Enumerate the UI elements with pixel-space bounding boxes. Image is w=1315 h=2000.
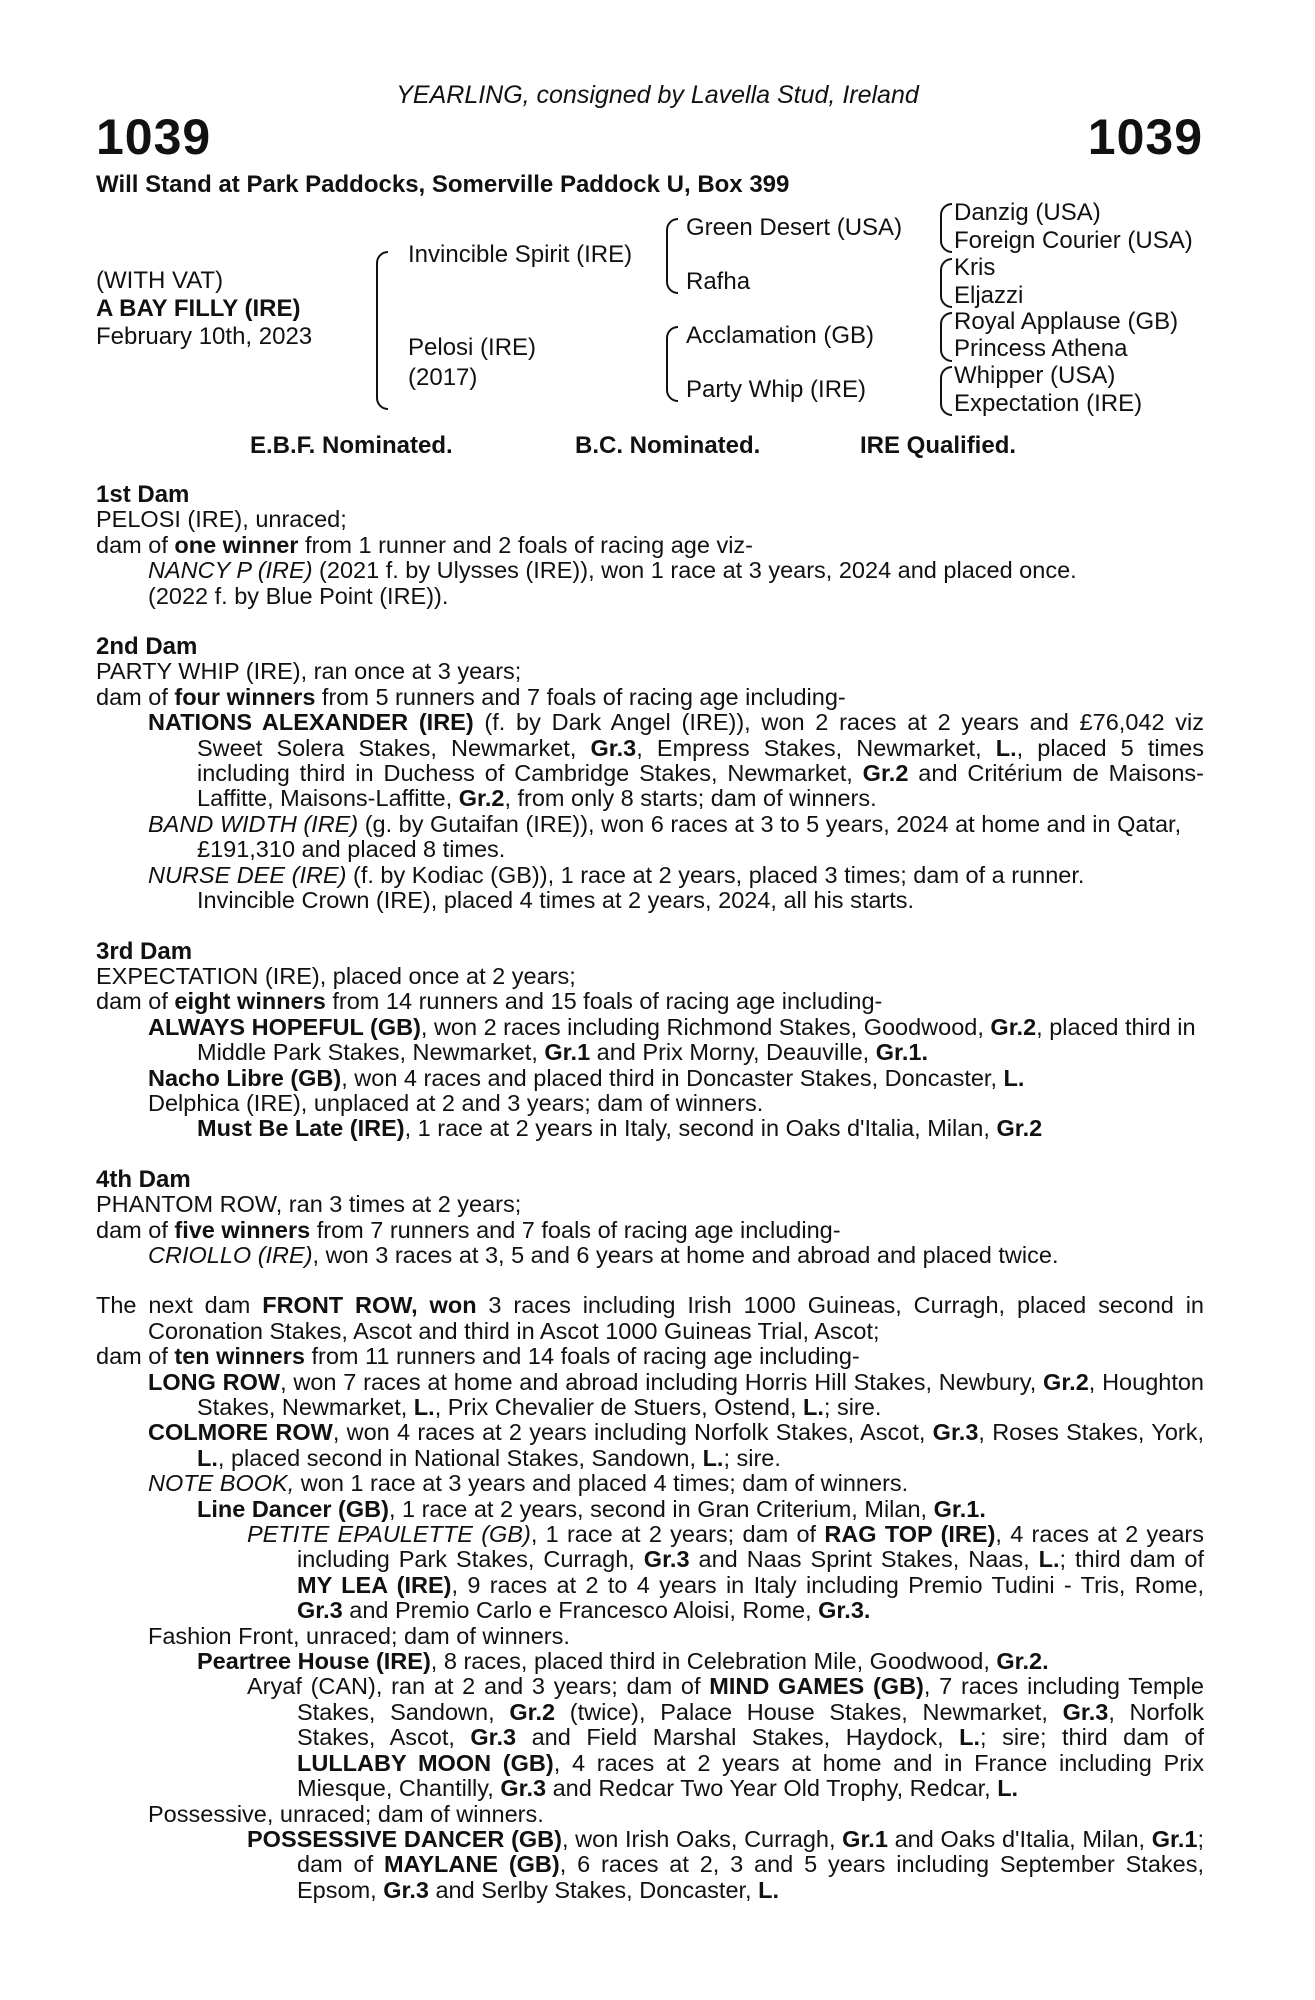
brace xyxy=(940,258,952,308)
brace xyxy=(940,203,952,253)
ancestor-5: Royal Applause (GB) xyxy=(954,308,1179,335)
horse-identity xyxy=(96,267,312,351)
progeny-entry: Nacho Libre (GB), won 4 races and placed third in Doncaster Stakes, Doncaster, L. xyxy=(148,1064,1025,1091)
dam-line: The next dam FRONT ROW, won 3 races including Irish 1000 Guineas, Curragh, placed second in Coronation Stakes, Ascot and third in Ascot 1000 Guineas Trial, Ascot; xyxy=(96,1292,1205,1344)
progeny-entry: NOTE BOOK, won 1 race at 3 years and placed 4 times; dam of winners. xyxy=(148,1470,909,1497)
progeny-entry: Peartree House (IRE), 8 races, placed third in Celebration Mile, Goodwood, Gr.2. xyxy=(197,1648,1049,1675)
second-dam-section xyxy=(96,634,1204,913)
progeny-entry: BAND WIDTH (IRE) (g. by Gutaifan (IRE)), won 6 races at 3 to 5 years, 2024 at home and in Qatar, £191,310 and placed 8 times. xyxy=(148,810,1182,863)
foaling-date: February 10th, 2023 xyxy=(96,323,313,350)
ancestor-2: Foreign Courier (USA) xyxy=(954,227,1193,254)
section-heading: 1st Dam xyxy=(96,481,190,508)
dam-line: PELOSI (IRE), unraced; xyxy=(96,506,347,533)
ancestor-3: Kris xyxy=(954,254,996,281)
horse-name: A BAY FILLY (IRE) xyxy=(96,295,301,322)
brace xyxy=(666,326,678,402)
next-dam-section xyxy=(96,1293,1204,1903)
dam-sire: Acclamation (GB) xyxy=(686,322,875,349)
vat-note: (WITH VAT) xyxy=(96,267,224,294)
progeny-entry: COLMORE ROW, won 4 races at 2 years including Norfolk Stakes, Ascot, Gr.3, Roses Stakes, York, L., placed second in National Stakes, Sandown, L.; sire. xyxy=(148,1419,1204,1471)
ancestor-6: Princess Athena xyxy=(954,335,1128,362)
family-notes xyxy=(96,482,1204,1928)
progeny-entry: Invincible Crown (IRE), placed 4 times at 2 years, 2024, all his starts. xyxy=(197,887,915,914)
produce-summary: dam of ten winners from 11 runners and 14 foals of racing age including- xyxy=(96,1343,860,1370)
dam-dam: Party Whip (IRE) xyxy=(686,376,867,403)
dam-line: PHANTOM ROW, ran 3 times at 2 years; xyxy=(96,1191,522,1218)
brace xyxy=(940,366,952,416)
consignor-line: YEARLING, consigned by Lavella Stud, Ireland xyxy=(396,81,919,109)
ancestor-8: Expectation (IRE) xyxy=(954,390,1143,417)
bc-nomination: B.C. Nominated. xyxy=(575,432,761,459)
progeny-entry: Possessive, unraced; dam of winners. xyxy=(148,1800,544,1827)
produce-summary: dam of eight winners from 14 runners and 15 foals of racing age including- xyxy=(96,988,883,1015)
ire-qualified: IRE Qualified. xyxy=(860,432,1017,459)
sire-name: Invincible Spirit (IRE) xyxy=(408,241,633,268)
lot-number-right: 1039 xyxy=(1087,109,1203,165)
section-heading: 2nd Dam xyxy=(96,633,198,661)
sire-sire: Green Desert (USA) xyxy=(686,214,903,241)
progeny-entry: NATIONS ALEXANDER (IRE) (f. by Dark Angel (IRE)), won 2 races at 2 years and £76,042 viz Sweet Solera Stakes, Newmarket, Gr.3, Empress Stakes, Newmarket, L., placed 5 times including third in Duchess of Cambridge Stakes, Newmarket, Gr.2 and Critérium de Maisons-Laffitte, Maisons-Laffitte, Gr.2, from only 8 starts; dam of winners. xyxy=(148,709,1205,812)
progeny-entry: Delphica (IRE), unplaced at 2 and 3 years; dam of winners. xyxy=(148,1089,764,1116)
fourth-dam-section xyxy=(96,1167,1204,1269)
section-heading: 4th Dam xyxy=(96,1165,191,1193)
progeny-entry: NANCY P (IRE) (2021 f. by Ulysses (IRE)), won 1 race at 3 years, 2024 and placed once. xyxy=(148,557,1077,584)
lot-number-left: 1039 xyxy=(96,109,212,165)
sire-dam: Rafha xyxy=(686,268,751,295)
ancestor-4: Eljazzi xyxy=(954,282,1024,309)
progeny-entry: Aryaf (CAN), ran at 2 and 3 years; dam of MIND GAMES (GB), 7 races including Temple Stakes, Sandown, Gr.2 (twice), Palace House Stakes, Newmarket, Gr.3, Norfolk Stakes, Ascot, Gr.3 and Field Marshal Stakes, Haydock, L.; sire; third dam of LULLABY MOON (GB), 4 races at 2 years at home and in France including Prix Miesque, Chantilly, Gr.3 and Redcar Two Year Old Trophy, Redcar, L. xyxy=(247,1673,1204,1802)
third-dam-section xyxy=(96,939,1204,1142)
progeny-entry: ALWAYS HOPEFUL (GB), won 2 races including Richmond Stakes, Goodwood, Gr.2, placed third in Middle Park Stakes, Newmarket, Gr.1 and Prix Morny, Deauville, Gr.1. xyxy=(148,1013,1196,1066)
progeny-entry: Fashion Front, unraced; dam of winners. xyxy=(148,1622,570,1649)
progeny-entry: PETITE EPAULETTE (GB), 1 race at 2 years; dam of RAG TOP (IRE), 4 races at 2 years including Park Stakes, Curragh, Gr.3 and Naas Sprint Stakes, Naas, L.; third dam of MY LEA (IRE), 9 races at 2 to 4 years in Italy including Premio Tudini - Tris, Rome, Gr.3 and Premio Carlo e Francesco Aloisi, Rome, Gr.3. xyxy=(247,1521,1204,1624)
dam-line: PARTY WHIP (IRE), ran once at 3 years; xyxy=(96,658,522,685)
produce-summary: dam of one winner from 1 runner and 2 foals of racing age viz- xyxy=(96,531,753,558)
ancestor-1: Danzig (USA) xyxy=(954,199,1101,226)
dam-year: (2017) xyxy=(408,364,478,391)
dam-name: Pelosi (IRE) xyxy=(408,334,537,361)
ancestor-7: Whipper (USA) xyxy=(954,362,1116,389)
ebf-nomination: E.B.F. Nominated. xyxy=(250,432,453,459)
produce-summary: dam of five winners from 7 runners and 7 foals of racing age including- xyxy=(96,1216,841,1243)
produce-summary: dam of four winners from 5 runners and 7 foals of racing age including- xyxy=(96,683,846,710)
progeny-entry: POSSESSIVE DANCER (GB), won Irish Oaks, Curragh, Gr.1 and Oaks d'Italia, Milan, Gr.1; dam of MAYLANE (GB), 6 races at 2, 3 and 5 years including September Stakes, Epsom, Gr.3 and Serlby Stakes, Doncaster, L. xyxy=(247,1825,1204,1903)
first-dam-section xyxy=(96,482,1204,609)
progeny-entry: (2022 f. by Blue Point (IRE)). xyxy=(148,582,449,609)
brace xyxy=(376,251,388,410)
dam-line: EXPECTATION (IRE), placed once at 2 years; xyxy=(96,962,576,989)
section-heading: 3rd Dam xyxy=(96,937,193,965)
progeny-entry: NURSE DEE (IRE) (f. by Kodiac (GB)), 1 race at 2 years, placed 3 times; dam of a runner. xyxy=(148,861,1085,888)
brace xyxy=(940,312,952,362)
stand-location: Will Stand at Park Paddocks, Somerville Paddock U, Box 399 xyxy=(96,171,790,198)
progeny-entry: Line Dancer (GB), 1 race at 2 years, second in Gran Criterium, Milan, Gr.1. xyxy=(197,1495,986,1522)
progeny-entry: LONG ROW, won 7 races at home and abroad including Horris Hill Stakes, Newbury, Gr.2, Houghton Stakes, Newmarket, L., Prix Chevalier de Stuers, Ostend, L.; sire. xyxy=(148,1368,1205,1420)
brace xyxy=(666,218,678,294)
progeny-entry: Must Be Late (IRE), 1 race at 2 years in Italy, second in Oaks d'Italia, Milan, Gr.2 xyxy=(197,1115,1043,1142)
progeny-entry: CRIOLLO (IRE), won 3 races at 3, 5 and 6 years at home and abroad and placed twice. xyxy=(148,1241,1059,1268)
